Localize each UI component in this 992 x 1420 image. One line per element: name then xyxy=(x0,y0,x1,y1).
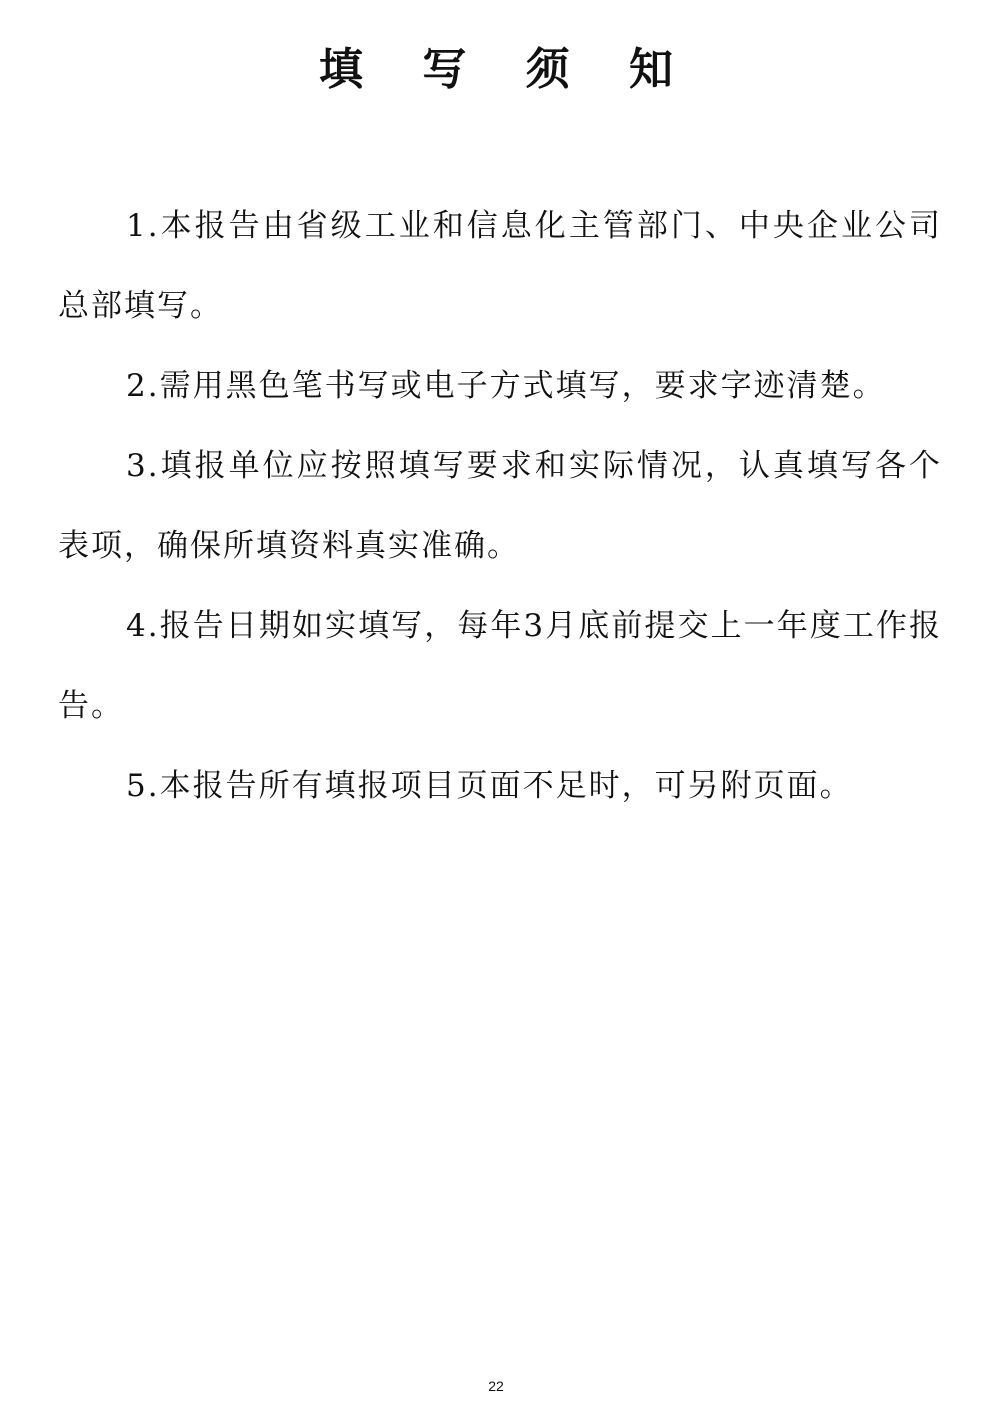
instructions-list xyxy=(58,186,942,826)
instruction-item-1: 1.本报告由省级工业和信息化主管部门、中央企业公司总部填写。 xyxy=(58,208,942,324)
instruction-item-3: 3.填报单位应按照填写要求和实际情况，认真填写各个表项，确保所填资料真实准确。 xyxy=(58,448,942,564)
instruction-item-4: 4.报告日期如实填写，每年3月底前提交上一年度工作报告。 xyxy=(58,608,942,724)
page-title: 填 写 须 知 xyxy=(319,44,695,95)
instruction-item-2: 2.需用黑色笔书写或电子方式填写，要求字迹清楚。 xyxy=(126,368,886,404)
page-number: 22 xyxy=(488,1378,504,1394)
instruction-item-5: 5.本报告所有填报项目页面不足时，可另附页面。 xyxy=(126,768,853,804)
